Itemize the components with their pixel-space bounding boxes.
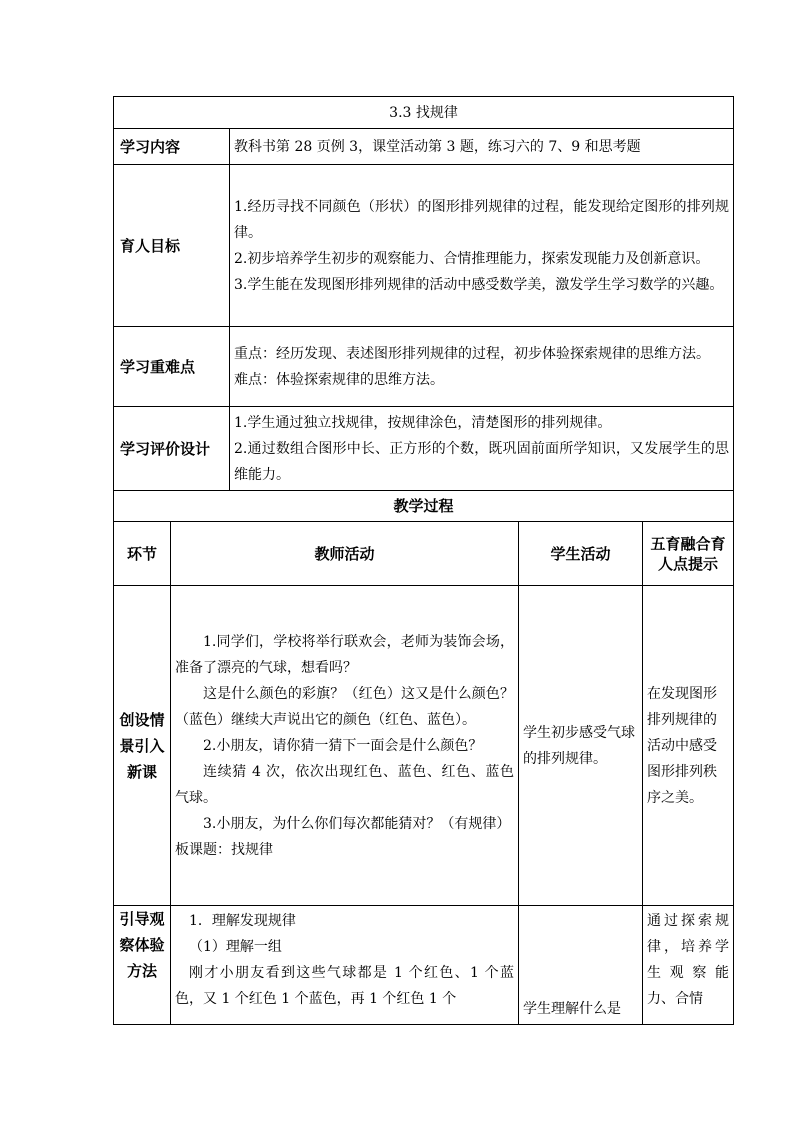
keypoint-line: 难点：体验探索规律的思维方法。	[234, 371, 444, 388]
evaluation-line: 1.学生通过独立找规律，按规律涂色，清楚图形的排列规律。	[234, 414, 612, 431]
value-goals	[230, 165, 734, 327]
teacher-line: 1．理解发现规律	[189, 913, 296, 929]
evaluation-line: 2.通过数组合图形中长、正方形的个数，既巩固前面所学知识，又发展学生的思维能力。	[234, 440, 730, 483]
stage-teacher	[171, 906, 519, 1025]
goal-line: 2.初步培养学生初步的观察能力、合情推理能力，探索发现能力及创新意识。	[234, 250, 710, 267]
goal-line: 3.学生能在发现图形排列规律的活动中感受数学美，激发学生学习数学的兴趣。	[234, 276, 724, 293]
value-content	[230, 129, 734, 165]
header-teacher: 教师活动	[171, 522, 519, 586]
teacher-line: （1）理解一组	[189, 939, 282, 955]
stage-tip: 通过探索规律，培养学生观察能力、合情	[643, 906, 734, 1025]
content-line: 教科书第 28 页例 3，课堂活动第 3 题，练习六的 7、9 和思考题	[234, 138, 641, 155]
teacher-line: 2.小朋友，请你猜一猜下一面会是什么颜色？	[203, 737, 483, 754]
process-title: 教学过程	[114, 491, 734, 522]
goal-line: 1.经历寻找不同颜色（形状）的图形排列规律的过程，能发现给定图形的排列规律。	[234, 198, 730, 241]
lesson-plan	[113, 96, 733, 1025]
label-evaluation: 学习评价设计	[114, 407, 230, 491]
label-keypoints: 学习重难点	[114, 327, 230, 407]
teacher-line: 板课题：找规律	[175, 841, 273, 858]
value-evaluation	[230, 407, 734, 491]
teacher-line: 1.同学们，学校将举行联欢会，老师为装饰会场，准备了漂亮的气球，想看吗？	[175, 633, 514, 676]
stage-tip: 在发现图形排列规律的活动中感受图形排列秩序之美。	[643, 586, 734, 906]
stage-name: 引导观察体验方法	[114, 906, 171, 1025]
keypoint-line: 重点：经历发现、表述图形排列规律的过程，初步体验探索规律的思维方法。	[234, 345, 710, 362]
lesson-table	[113, 96, 734, 1025]
header-student: 学生活动	[519, 522, 643, 586]
lesson-title: 3.3 找规律	[114, 97, 734, 129]
stage-student: 学生理解什么是	[519, 906, 643, 1025]
stage-name: 创设情景引入新课	[114, 586, 171, 906]
teacher-line: 刚才小朋友看到这些气球都是 1 个红色、1 个蓝色，又 1 个红色 1 个蓝色，再 1 个红色 1 个	[175, 965, 514, 1007]
header-stage: 环节	[114, 522, 171, 586]
header-tip: 五育融合育人点提示	[643, 522, 734, 586]
label-goals: 育人目标	[114, 165, 230, 327]
teacher-line: 3.小朋友，为什么你们每次都能猜对？（有规律）	[203, 815, 511, 832]
teacher-line: 这是什么颜色的彩旗？（红色）这又是什么颜色？（蓝色）继续大声说出它的颜色（红色、蓝色）。	[175, 685, 514, 728]
label-content: 学习内容	[114, 129, 230, 165]
stage-teacher	[171, 586, 519, 906]
value-keypoints	[230, 327, 734, 407]
stage-student: 学生初步感受气球的排列规律。	[519, 586, 643, 906]
teacher-line: 连续猜 4 次，依次出现红色、蓝色、红色、蓝色气球。	[175, 763, 514, 806]
